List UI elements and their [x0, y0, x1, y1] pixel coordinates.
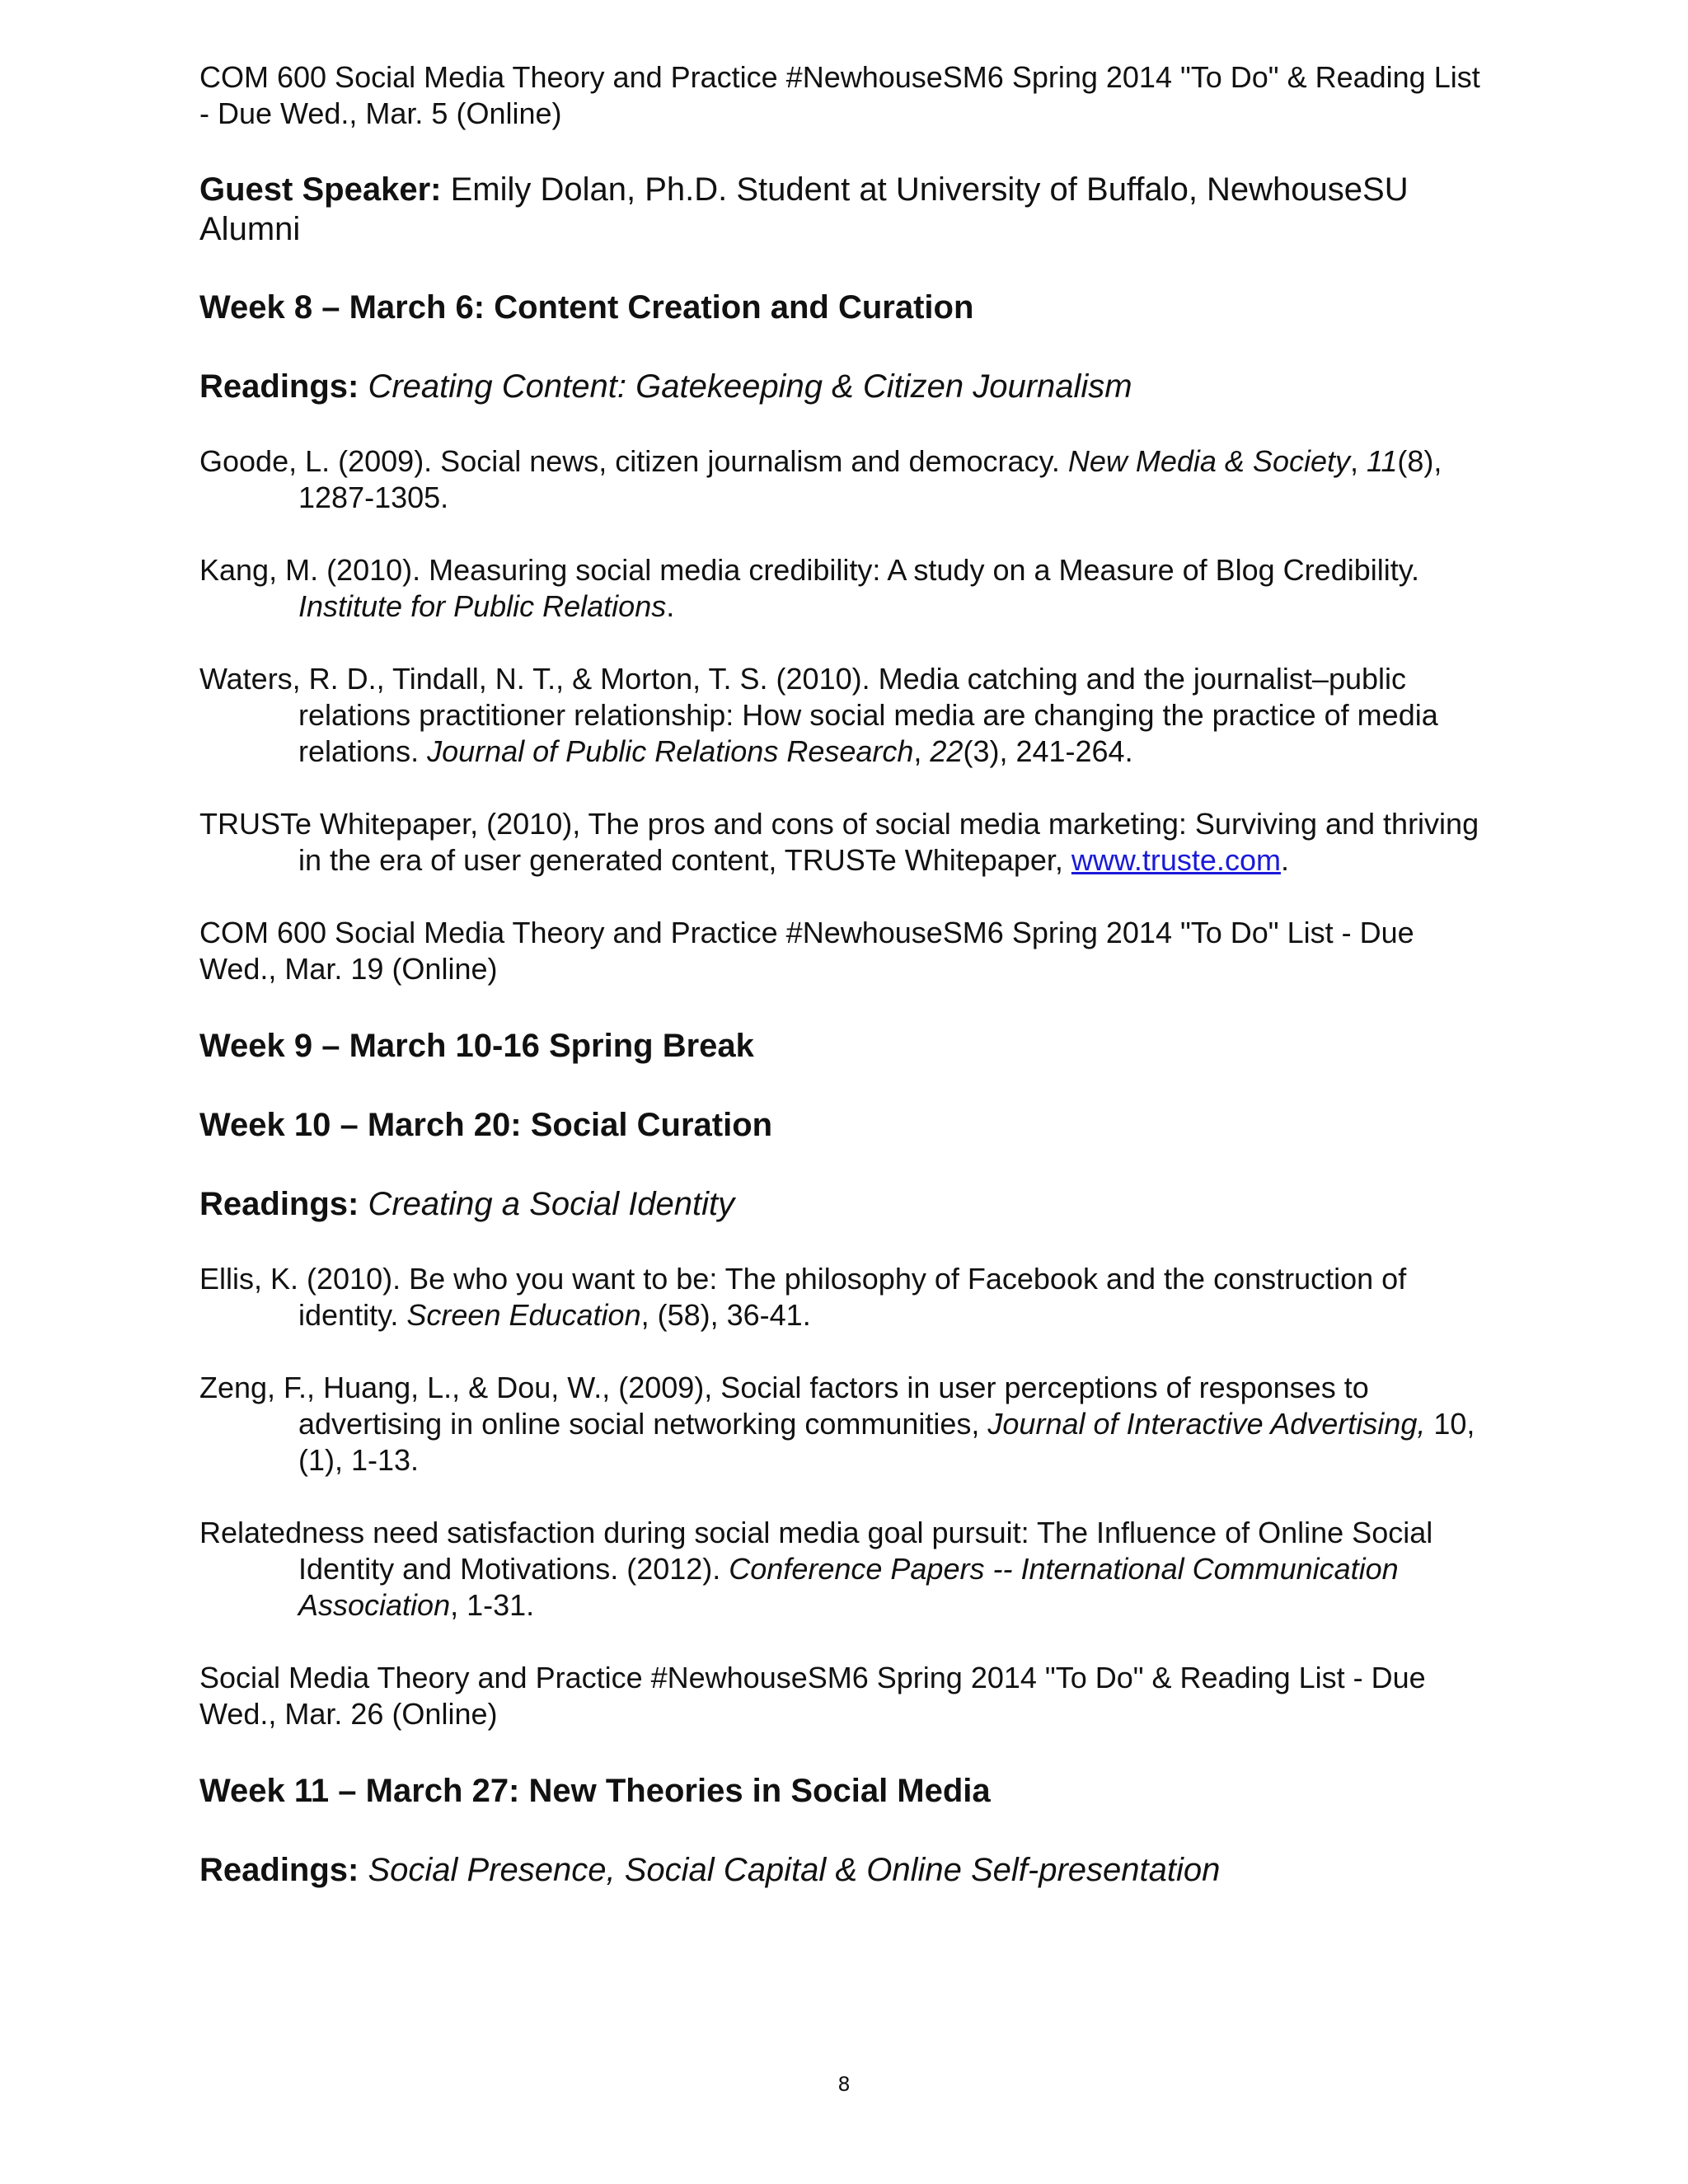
document-page [199, 59, 1485, 1891]
readings-topic: Creating Content: Gatekeeping & Citizen Journalism [359, 368, 1132, 405]
reference-goode: Goode, L. (2009). Social news, citizen journalism and democracy. New Media & Society, 11(8), 1287-1305. [199, 444, 1442, 514]
readings-label: Readings: [199, 1186, 359, 1222]
week8-readings [199, 366, 1485, 407]
readings-topic: Social Presence, Social Capital & Online Self-presentation [359, 1852, 1221, 1888]
guest-speaker-label: Guest Speaker: [199, 171, 442, 208]
reference-kang: Kang, M. (2010). Measuring social media credibility: A study on a Measure of Blog Credibility. Institute for Public Relations. [199, 553, 1420, 623]
readings-topic: Creating a Social Identity [359, 1186, 735, 1222]
todo-notice-mar19: COM 600 Social Media Theory and Practice #NewhouseSM6 Spring 2014 "To Do" List - Due Wed., Mar. 19 (Online) [199, 916, 1414, 986]
page-number: 8 [837, 2073, 851, 2096]
truste-link[interactable]: www.truste.com [1071, 843, 1281, 877]
week8-heading: Week 8 – March 6: Content Creation and Curation [199, 289, 974, 326]
reference-waters: Waters, R. D., Tindall, N. T., & Morton, T. S. (2010). Media catching and the journalist–public relations practitioner relationship: How social media are changing the practice of media relations. Journal of Public Relations Research, 22(3), 241-264. [199, 662, 1438, 768]
readings-label: Readings: [199, 1852, 359, 1888]
todo-notice-mar26: Social Media Theory and Practice #NewhouseSM6 Spring 2014 "To Do" & Reading List - Due Wed., Mar. 26 (Online) [199, 1661, 1426, 1731]
readings-label: Readings: [199, 368, 359, 405]
todo-notice-mar5: COM 600 Social Media Theory and Practice #NewhouseSM6 Spring 2014 "To Do" & Reading List - Due Wed., Mar. 5 (Online) [199, 60, 1480, 130]
guest-speaker-text: Emily Dolan, Ph.D. Student at University of Buffalo, NewhouseSU Alumni [199, 171, 1409, 247]
week11-heading: Week 11 – March 27: New Theories in Social Media [199, 1773, 991, 1809]
week11-readings [199, 1849, 1485, 1891]
reference-ellis: Ellis, K. (2010). Be who you want to be: The philosophy of Facebook and the construction of identity. Screen Education, (58), 36-41. [199, 1262, 1407, 1332]
reference-relatedness: Relatedness need satisfaction during social media goal pursuit: The Influence of Online Social Identity and Motivations. (2012). Conference Papers -- International Communication Association, 1-31. [199, 1516, 1433, 1622]
week9-heading: Week 9 – March 10-16 Spring Break [199, 1028, 754, 1064]
week10-readings [199, 1183, 1485, 1225]
reference-zeng: Zeng, F., Huang, L., & Dou, W., (2009), Social factors in user perceptions of responses to advertising in online social networking communities, Journal of Interactive Advertising, 10, (1), 1-13. [199, 1371, 1475, 1477]
week10-heading: Week 10 – March 20: Social Curation [199, 1107, 773, 1143]
reference-truste: TRUSTe Whitepaper, (2010), The pros and cons of social media marketing: Surviving and thriving in the era of user generated content, TRUSTe Whitepaper, www.truste.com. [199, 807, 1479, 877]
guest-speaker [199, 170, 1485, 249]
